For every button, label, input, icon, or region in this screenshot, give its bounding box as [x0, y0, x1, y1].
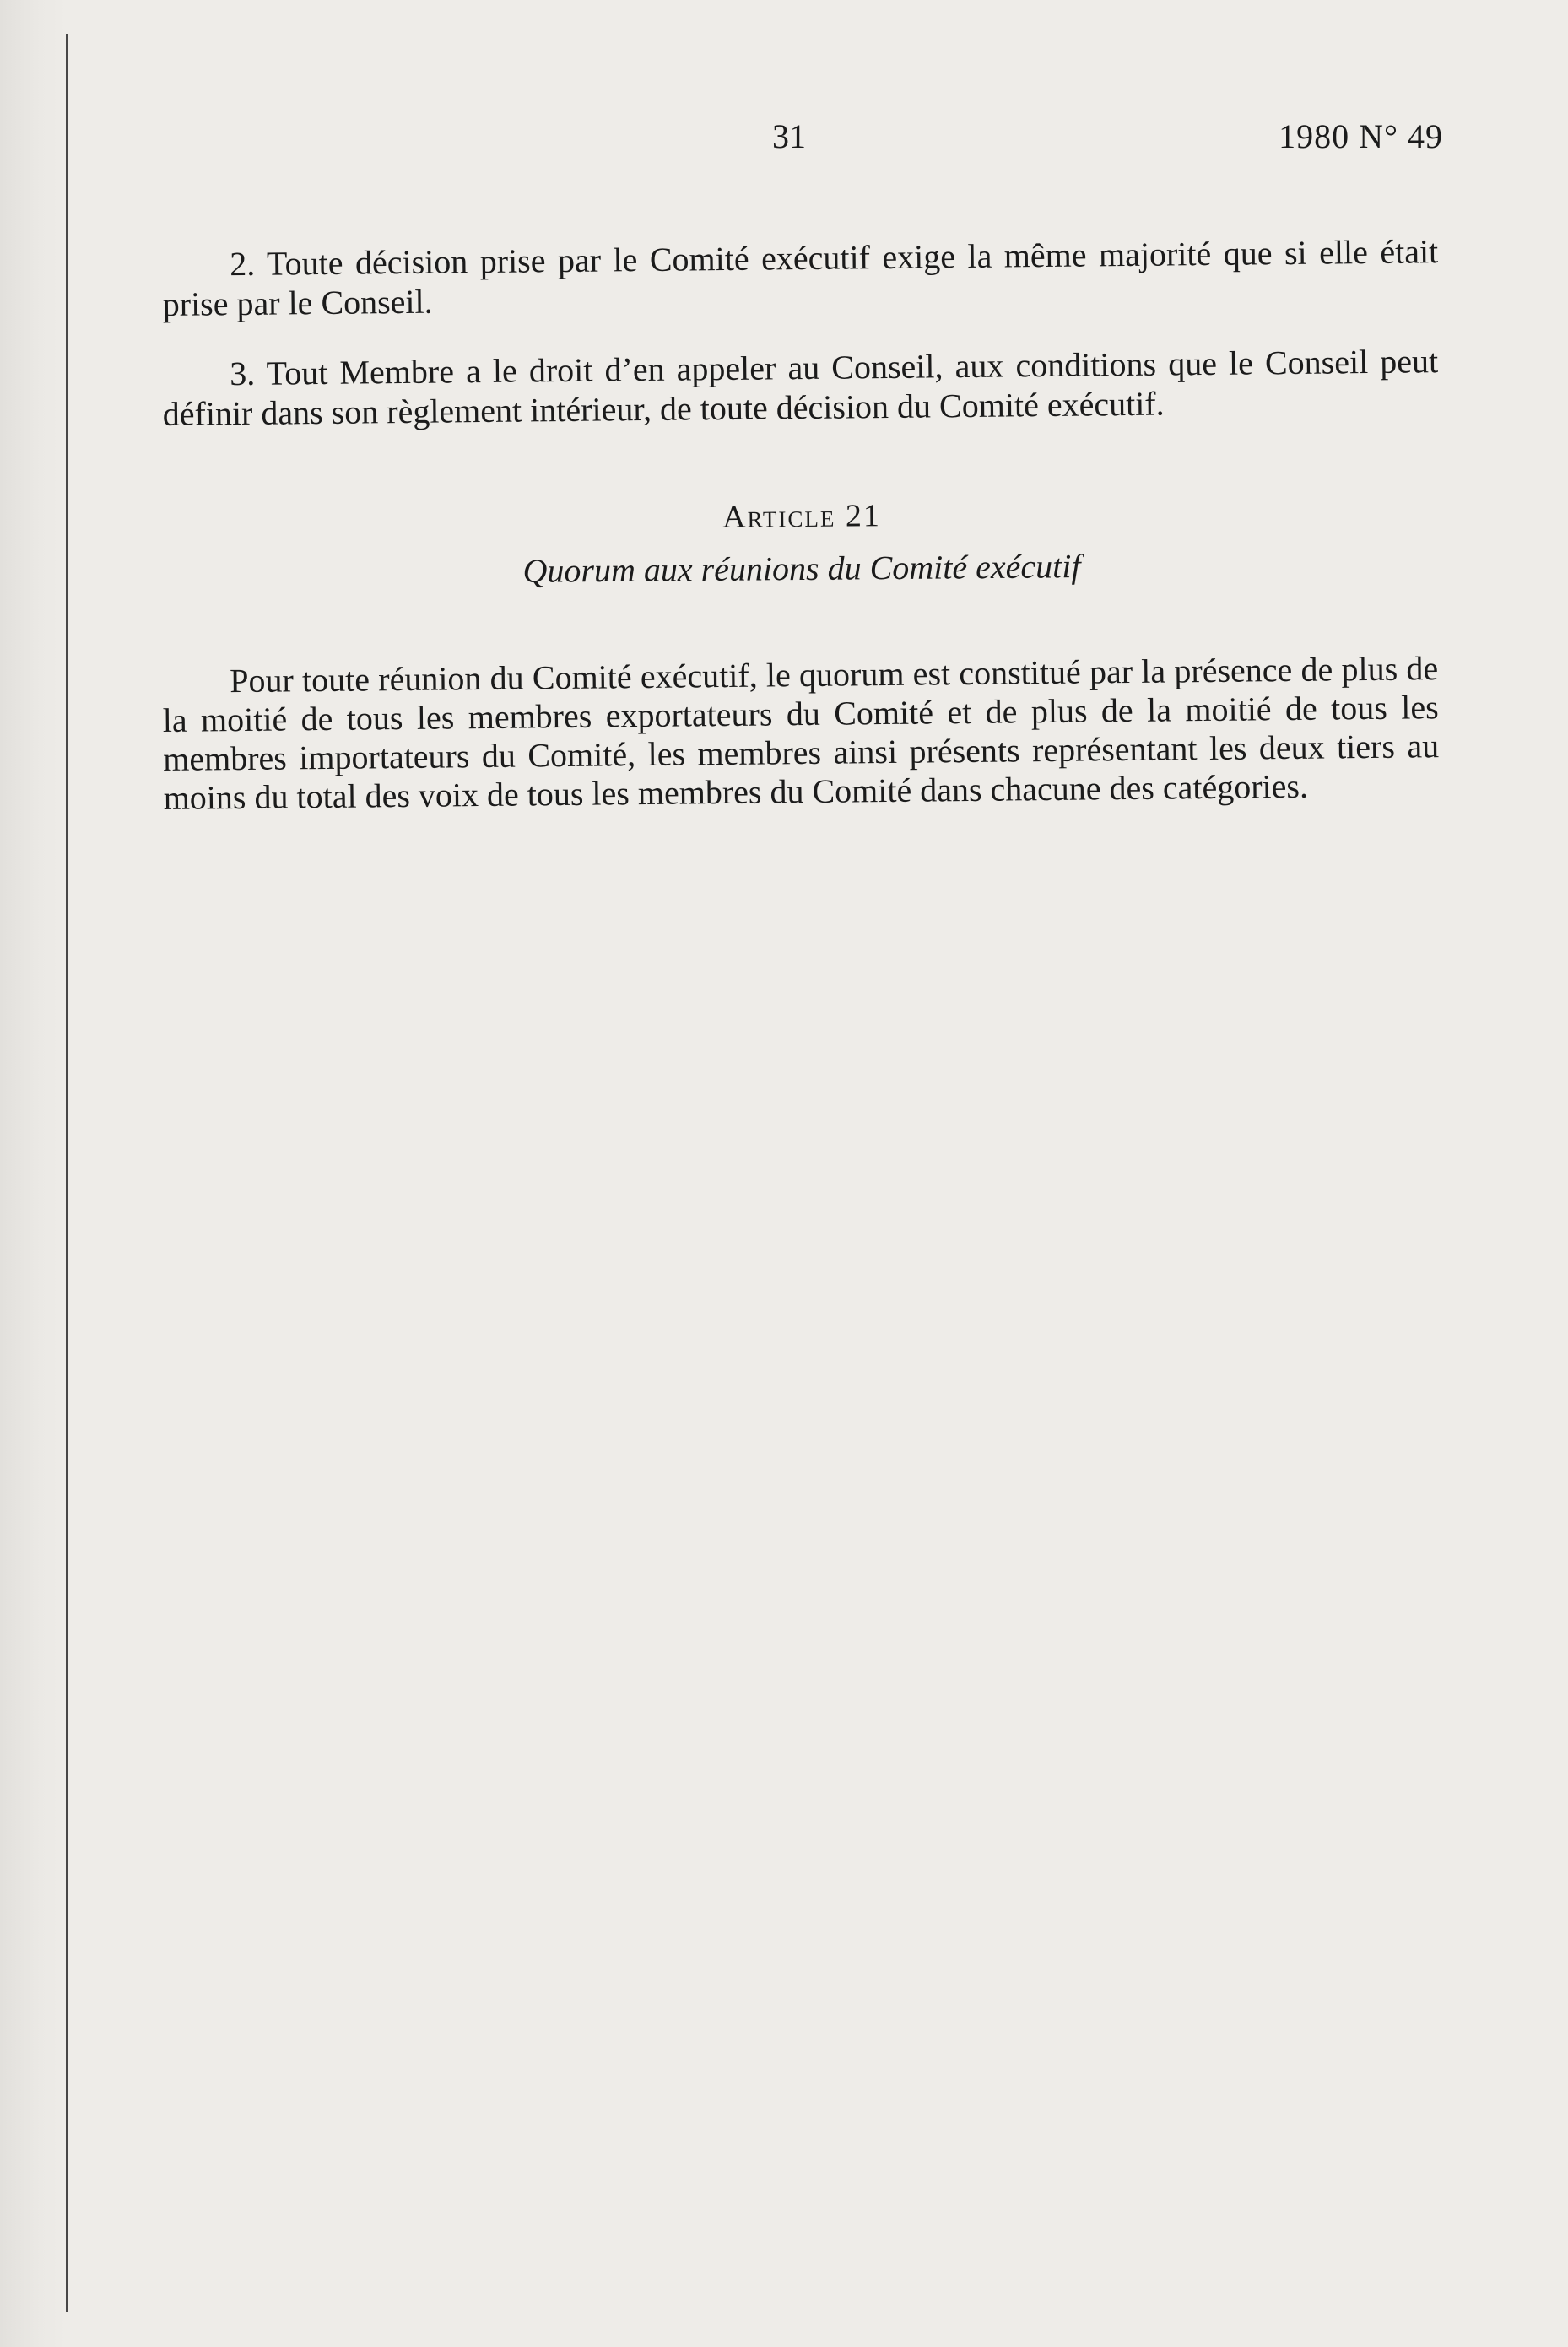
year-and-number: 1980 N° 49	[1279, 117, 1443, 155]
show-through-bleed	[160, 279, 1435, 1443]
paragraph-2	[162, 231, 1439, 324]
page-number: 31	[772, 117, 806, 155]
page-header	[160, 116, 1443, 167]
paragraph-3	[162, 341, 1439, 434]
article-body	[162, 649, 1440, 818]
paragraph-2-text: 2. Toute décision prise par le Comité exécutif exige la même majorité que si elle était prise par le Conseil.	[162, 232, 1439, 323]
article-subtitle: Quorum aux réunions du Comité exécutif	[522, 547, 1081, 590]
binding-edge	[66, 34, 68, 2312]
article-heading: Article 21	[722, 498, 882, 535]
article-body-text: Pour toute réunion du Comité exécutif, le quorum est constitué par la présence de plus de la moitié de tous les membres exportateurs du Comité et de plus de la moitié de tous les membres importateurs du Comité, les membres ainsi présents représentant les deux tiers au moins du total des voix de tous les membres du Comité dans chacune des catégories.	[162, 649, 1440, 817]
paragraph-3-text: 3. Tout Membre a le droit d’en appeler au Conseil, aux conditions que le Conseil peut définir dans son règlement intérieur, de toute décision du Comité exécutif.	[162, 342, 1439, 433]
page-gutter	[0, 0, 68, 2347]
